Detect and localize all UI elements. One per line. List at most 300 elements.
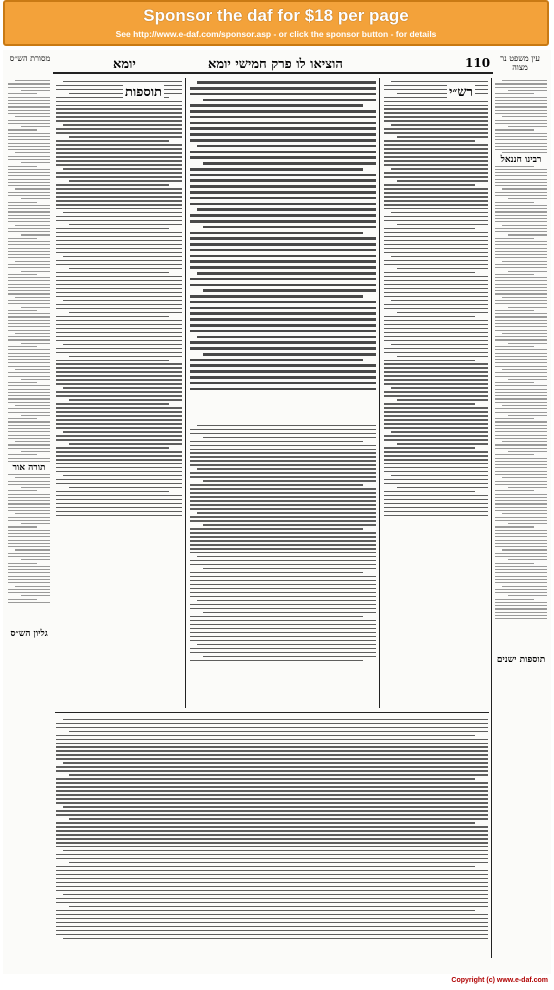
text-line <box>8 93 37 94</box>
text-line <box>190 624 376 625</box>
text-line <box>495 599 534 600</box>
text-line <box>56 778 475 779</box>
text-line <box>56 395 182 396</box>
text-line <box>197 272 376 275</box>
text-line <box>197 208 376 211</box>
text-line <box>495 556 547 557</box>
text-line <box>508 90 547 91</box>
text-line <box>15 549 50 550</box>
text-line <box>15 477 50 478</box>
text-line <box>8 536 50 537</box>
text-line <box>508 234 547 235</box>
text-line <box>56 272 169 273</box>
text-line <box>56 391 182 392</box>
text-line <box>384 391 488 392</box>
text-line <box>8 353 50 354</box>
text-line <box>495 418 534 419</box>
sponsor-banner[interactable] <box>3 0 549 46</box>
text-line <box>69 268 182 269</box>
text-line <box>495 553 547 554</box>
text-line <box>8 106 50 107</box>
text-line <box>190 540 376 541</box>
text-line <box>8 123 50 124</box>
text-line <box>495 169 547 170</box>
text-line <box>495 398 547 399</box>
text-line <box>8 169 50 170</box>
text-line <box>190 504 376 505</box>
text-line <box>384 264 488 265</box>
text-line <box>391 81 488 82</box>
text-line <box>56 786 488 787</box>
text-line <box>8 566 50 567</box>
text-line <box>56 479 182 480</box>
text-line <box>190 133 376 136</box>
text-line <box>190 560 376 561</box>
text-line <box>197 425 376 426</box>
text-line <box>495 123 547 124</box>
text-line <box>56 419 182 420</box>
text-line <box>495 471 547 472</box>
text-line <box>197 145 376 148</box>
text-line <box>495 310 534 311</box>
text-line <box>56 324 182 325</box>
text-line <box>190 441 363 442</box>
text-line <box>56 910 475 911</box>
text-line <box>56 882 488 883</box>
text-line <box>495 83 547 84</box>
right-margin-text <box>494 78 548 958</box>
text-line <box>56 200 182 201</box>
text-line <box>508 307 547 308</box>
text-line <box>56 336 182 337</box>
text-line <box>8 507 50 508</box>
rashi-opening-word: רש״י <box>449 85 473 100</box>
text-line <box>190 660 363 661</box>
text-line <box>56 196 182 197</box>
text-line <box>8 139 50 140</box>
text-line <box>495 490 534 491</box>
text-line <box>495 569 547 570</box>
text-line <box>56 483 182 484</box>
text-line <box>495 510 547 511</box>
text-line <box>495 87 547 88</box>
text-line <box>8 402 50 403</box>
text-line <box>391 387 488 388</box>
text-line <box>495 582 547 583</box>
text-line <box>384 132 488 133</box>
text-line <box>190 488 376 489</box>
text-line <box>384 419 488 420</box>
text-line <box>495 428 547 429</box>
text-line <box>69 487 182 488</box>
text-line <box>56 463 182 464</box>
text-line <box>21 198 50 199</box>
text-line <box>190 370 376 373</box>
bottom-block-rule <box>55 712 489 713</box>
text-line <box>190 632 376 633</box>
text-line <box>63 938 488 939</box>
text-line <box>495 503 547 504</box>
text-line <box>56 228 169 229</box>
text-line <box>495 330 547 331</box>
text-line <box>508 379 547 380</box>
text-line <box>495 300 547 301</box>
text-line <box>495 251 547 252</box>
lower-left-heading: גליון הש״ס <box>7 628 51 639</box>
text-line <box>56 878 488 879</box>
text-line <box>384 455 488 456</box>
text-line <box>15 586 50 587</box>
text-line <box>63 344 182 345</box>
text-line <box>8 556 50 557</box>
text-line <box>495 192 547 193</box>
text-line <box>56 511 182 512</box>
text-line <box>495 175 547 176</box>
text-line <box>495 254 547 255</box>
text-line <box>495 113 547 114</box>
text-line <box>384 483 488 484</box>
text-line <box>69 443 182 444</box>
text-line <box>495 533 547 534</box>
text-line <box>384 383 488 384</box>
text-line <box>190 476 376 477</box>
text-line <box>384 415 488 416</box>
text-line <box>8 540 50 541</box>
text-line <box>495 238 534 239</box>
text-line <box>502 477 547 478</box>
text-line <box>190 652 376 653</box>
text-line <box>56 750 488 751</box>
text-line <box>8 576 50 577</box>
text-line <box>56 188 182 189</box>
text-line <box>495 241 547 242</box>
text-line <box>495 349 547 350</box>
text-line <box>8 103 50 104</box>
text-line <box>190 122 376 125</box>
text-line <box>56 308 182 309</box>
text-line <box>8 366 50 367</box>
text-line <box>384 379 488 380</box>
text-line <box>190 197 376 200</box>
text-line <box>63 124 182 125</box>
text-line <box>203 289 376 292</box>
text-line <box>56 914 488 915</box>
text-line <box>190 640 376 641</box>
text-line <box>15 225 50 226</box>
text-line <box>190 185 376 188</box>
text-line <box>384 144 488 145</box>
text-line <box>502 188 547 189</box>
text-line <box>21 487 50 488</box>
text-line <box>8 448 50 449</box>
text-line <box>495 608 547 609</box>
text-line <box>384 216 488 217</box>
text-line <box>495 579 547 580</box>
text-line <box>8 418 37 419</box>
text-line <box>384 423 488 424</box>
text-line <box>384 367 488 368</box>
text-line <box>8 497 50 498</box>
text-line <box>508 198 547 199</box>
text-line <box>495 129 534 130</box>
text-line <box>56 930 488 931</box>
text-line <box>56 934 488 935</box>
text-line <box>495 359 547 360</box>
text-line <box>56 758 488 759</box>
text-line <box>384 499 488 500</box>
text-line <box>495 540 547 541</box>
text-line <box>495 185 547 186</box>
text-line <box>508 126 547 127</box>
text-line <box>495 461 547 462</box>
text-line <box>384 427 488 428</box>
text-line <box>495 421 547 422</box>
text-line <box>495 372 547 373</box>
text-line <box>384 112 488 113</box>
margin-divider-right <box>491 78 492 958</box>
text-line <box>203 353 376 356</box>
copyright-link[interactable]: Copyright (c) www.e-daf.com <box>451 977 548 984</box>
text-line <box>495 326 547 327</box>
text-line <box>56 423 182 424</box>
text-line <box>384 316 475 317</box>
text-line <box>8 129 37 130</box>
text-line <box>8 589 50 590</box>
text-line <box>190 139 376 142</box>
text-line <box>495 497 547 498</box>
text-line <box>508 595 547 596</box>
text-line <box>190 580 376 581</box>
text-line <box>495 481 547 482</box>
text-line <box>495 412 547 413</box>
text-line <box>397 399 488 400</box>
text-line <box>56 320 182 321</box>
text-line <box>495 103 547 104</box>
text-line <box>56 439 182 440</box>
text-line <box>508 451 547 452</box>
text-line <box>56 204 182 205</box>
text-line <box>15 116 50 117</box>
text-line <box>384 360 475 361</box>
text-line <box>190 382 376 385</box>
text-line <box>63 256 182 257</box>
text-line <box>8 431 50 432</box>
text-line <box>190 168 363 171</box>
text-line <box>384 176 488 177</box>
text-line <box>56 112 182 113</box>
text-line <box>190 460 376 461</box>
text-line <box>397 268 488 269</box>
text-line <box>56 415 182 416</box>
text-line <box>495 467 547 468</box>
text-line <box>384 156 488 157</box>
text-line <box>203 656 376 657</box>
text-line <box>8 136 50 137</box>
text-line <box>397 356 488 357</box>
bottom-commentary <box>55 716 489 966</box>
text-line <box>8 530 50 531</box>
text-line <box>384 276 488 277</box>
text-line <box>69 731 488 732</box>
text-line <box>15 441 50 442</box>
text-line <box>384 280 488 281</box>
text-line <box>495 382 534 383</box>
text-line <box>56 152 182 153</box>
text-line <box>56 148 182 149</box>
text-line <box>384 292 488 293</box>
text-line <box>8 83 50 84</box>
text-line <box>391 431 488 432</box>
text-line <box>495 231 547 232</box>
text-line <box>197 512 376 513</box>
text-line <box>495 257 547 258</box>
text-line <box>190 220 376 223</box>
text-line <box>495 221 547 222</box>
text-line <box>495 97 547 98</box>
text-line <box>8 202 37 203</box>
text-line <box>190 588 376 589</box>
text-line <box>190 472 376 473</box>
text-line <box>56 810 488 811</box>
text-line <box>56 140 169 141</box>
text-line <box>56 455 182 456</box>
text-line <box>8 208 50 209</box>
text-line <box>190 203 376 206</box>
text-line <box>495 264 547 265</box>
text-line <box>495 146 547 147</box>
text-line <box>56 491 169 492</box>
page-number: 110 <box>465 56 491 70</box>
text-line <box>197 468 376 469</box>
text-line <box>8 385 50 386</box>
text-line <box>190 532 376 533</box>
text-line <box>391 212 488 213</box>
text-line <box>495 438 547 439</box>
text-line <box>190 249 376 252</box>
text-line <box>495 100 547 101</box>
text-line <box>384 471 488 472</box>
text-line <box>384 164 488 165</box>
text-line <box>8 398 50 399</box>
text-line <box>8 346 37 347</box>
text-line <box>56 826 488 827</box>
text-line <box>8 543 50 544</box>
text-line <box>384 228 475 229</box>
text-line <box>56 248 182 249</box>
text-line <box>8 264 50 265</box>
text-line <box>56 208 182 209</box>
text-line <box>8 579 50 580</box>
text-line <box>56 367 182 368</box>
text-line <box>384 284 488 285</box>
text-line <box>384 403 475 404</box>
text-line <box>495 218 547 219</box>
text-line <box>384 375 488 376</box>
text-line <box>384 304 488 305</box>
text-line <box>384 336 488 337</box>
text-line <box>8 182 50 183</box>
text-line <box>502 80 547 81</box>
text-line <box>8 533 50 534</box>
text-line <box>384 232 488 233</box>
text-line <box>384 172 488 173</box>
text-line <box>15 297 50 298</box>
text-line <box>391 344 488 345</box>
text-line <box>502 549 547 550</box>
text-line <box>495 208 547 209</box>
text-line <box>56 451 182 452</box>
sponsor-subtitle[interactable]: See http://www.e-daf.com/sponsor.asp - or click the sponsor button - for details <box>115 29 437 39</box>
text-line <box>56 723 488 724</box>
text-line <box>56 754 488 755</box>
text-line <box>8 205 50 206</box>
gemara-column <box>189 78 377 418</box>
text-line <box>495 195 547 196</box>
text-line <box>190 174 376 177</box>
text-line <box>495 303 547 304</box>
text-line <box>495 346 534 347</box>
text-line <box>495 494 547 495</box>
text-line <box>502 261 547 262</box>
text-line <box>56 838 488 839</box>
text-line <box>56 264 182 265</box>
tosafot-opening-word: תוספות <box>125 85 162 100</box>
text-line <box>495 530 547 531</box>
text-line <box>508 487 547 488</box>
text-line <box>203 480 376 481</box>
text-line <box>190 449 376 450</box>
text-line <box>190 266 376 269</box>
text-line <box>502 116 547 117</box>
text-line <box>495 228 547 229</box>
text-line <box>384 511 488 512</box>
text-line <box>56 332 182 333</box>
text-line <box>8 572 50 573</box>
text-line <box>21 234 50 235</box>
text-line <box>190 508 376 509</box>
text-line <box>8 284 50 285</box>
text-line <box>8 267 50 268</box>
text-line <box>384 192 488 193</box>
text-line <box>384 495 488 496</box>
text-line <box>495 267 547 268</box>
text-line <box>8 421 50 422</box>
text-line <box>495 290 547 291</box>
text-line <box>495 215 547 216</box>
text-line <box>190 445 376 446</box>
chapter-title: הוציאו לו פרק חמישי יומא <box>208 57 343 72</box>
text-line <box>495 592 547 593</box>
right-margin-column <box>494 78 548 958</box>
text-line <box>8 310 37 311</box>
text-line <box>495 366 547 367</box>
text-line <box>508 415 547 416</box>
text-line <box>56 886 488 887</box>
text-line <box>384 352 488 353</box>
text-line <box>203 612 376 613</box>
text-line <box>69 399 182 400</box>
text-line <box>8 359 50 360</box>
text-line <box>384 332 488 333</box>
text-line <box>15 333 50 334</box>
text-line <box>502 369 547 370</box>
margin-left-label: מסורת הש״ס <box>9 54 51 63</box>
text-line <box>56 834 488 835</box>
text-line <box>508 559 547 560</box>
text-line <box>56 120 182 121</box>
text-line <box>56 515 182 516</box>
text-line <box>56 375 182 376</box>
